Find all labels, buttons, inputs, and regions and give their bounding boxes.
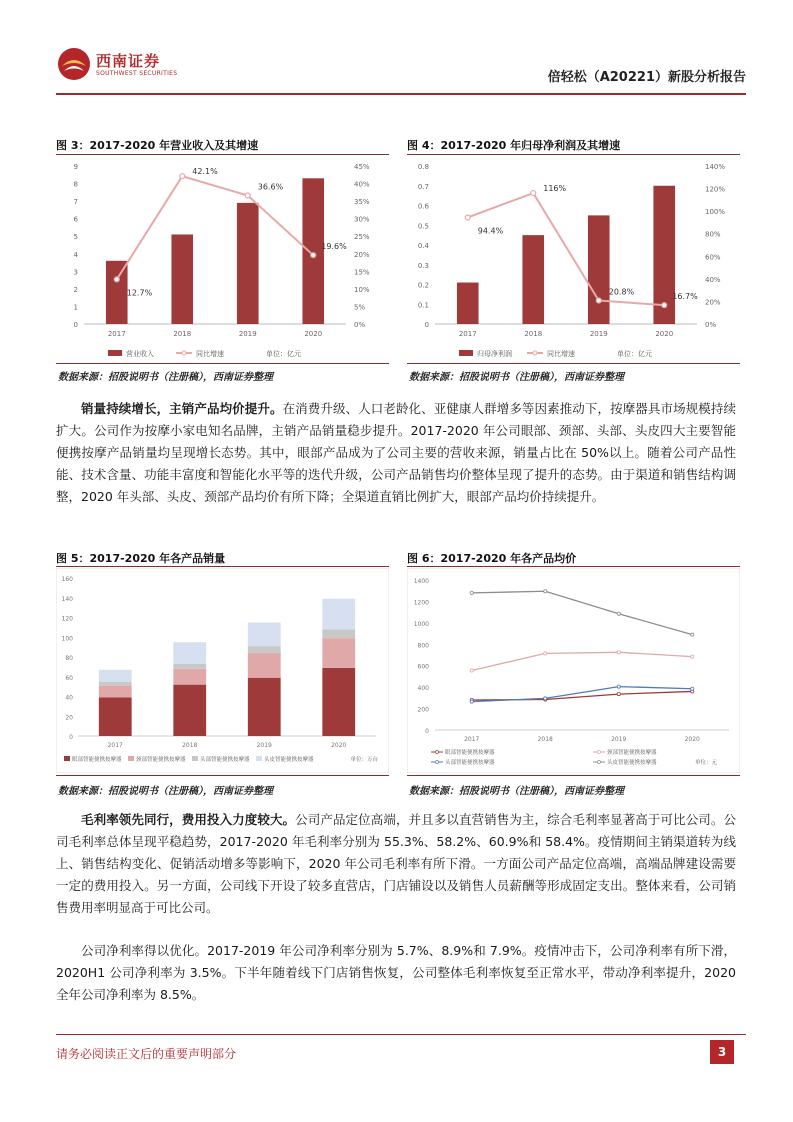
growth-rate-point: [114, 277, 119, 282]
bar-2019: [237, 203, 259, 324]
paragraph-margin: [56, 809, 736, 919]
figure-4-source: 数据来源：招股说明书（注册稿），西南证券整理: [409, 372, 624, 383]
growth-rate-data-label: 42.1%: [192, 167, 218, 177]
y-axis-tick-label: 140: [61, 595, 73, 603]
price-point: [544, 652, 547, 655]
unit-label: 单位：亿元: [617, 350, 652, 358]
x-axis-tick-label: 2019: [256, 742, 272, 749]
stacked-bar-segment-2017-3: [99, 670, 132, 682]
y-axis-tick-label: 0: [69, 734, 73, 741]
x-axis-tick-label: 2020: [655, 330, 674, 338]
figure-3-source: 数据来源：招股说明书（注册稿），西南证券整理: [58, 372, 273, 383]
page-header: [56, 40, 746, 92]
growth-rate-data-label: 16.7%: [672, 292, 698, 302]
legend-line-label: 同比增速: [547, 350, 575, 358]
legend-swatch: [128, 756, 134, 761]
y-axis-tick-label: 200: [417, 706, 429, 714]
logo-chinese-name: 西南证券: [96, 52, 161, 70]
stacked-bar-segment-2020-3: [322, 599, 355, 630]
stacked-bar-segment-2017-2: [99, 682, 132, 686]
right-axis-tick-label: 10%: [354, 285, 370, 294]
price-point: [470, 591, 473, 594]
y-axis-tick-label: 800: [417, 642, 429, 650]
growth-rate-point: [531, 191, 536, 196]
growth-rate-line: [117, 176, 314, 279]
x-axis-tick-label: 2017: [458, 330, 477, 338]
price-point: [544, 590, 547, 593]
y-axis-tick-label: 600: [417, 663, 429, 671]
price-point: [544, 697, 547, 700]
stacked-bar-segment-2018-1: [173, 669, 206, 685]
legend-label: 眼部智能便携按摩器: [72, 757, 122, 763]
right-axis-tick-label: 20%: [705, 298, 721, 307]
x-axis-tick-label: 2019: [238, 330, 257, 338]
legend-swatch: [192, 756, 198, 761]
x-axis-tick-label: 2020: [684, 736, 700, 743]
y-axis-tick-label: 20: [65, 714, 73, 722]
left-axis-tick-label: 5: [73, 233, 78, 242]
x-axis-tick-label: 2020: [304, 330, 323, 338]
right-axis-tick-label: 0%: [705, 321, 717, 329]
legend-bar-label: 营业收入: [126, 350, 154, 358]
growth-rate-point: [596, 298, 601, 303]
legend-swatch: [64, 756, 70, 761]
figure-5-rule: [56, 566, 389, 567]
growth-rate-point: [245, 193, 250, 198]
figure-4-rule: [407, 154, 740, 155]
stacked-bar-segment-2020-1: [322, 638, 355, 668]
stacked-bar-segment-2020-0: [322, 668, 355, 736]
legend-label: 头皮智能便携按摩器: [607, 760, 657, 766]
footer-notice: 请务必阅读正文后的重要声明部分: [56, 1047, 237, 1061]
right-axis-tick-label: 0%: [354, 321, 366, 329]
right-axis-tick-label: 140%: [705, 163, 726, 171]
price-point: [691, 687, 694, 690]
x-axis-tick-label: 2019: [589, 330, 608, 338]
legend-bar-swatch: [459, 350, 473, 356]
left-axis-tick-label: 0: [73, 321, 78, 329]
unit-label: 单位：元: [694, 760, 717, 766]
y-axis-tick-label: 1000: [413, 620, 429, 628]
right-axis-tick-label: 25%: [354, 233, 370, 242]
y-axis-tick-label: 60: [65, 674, 73, 682]
x-axis-tick-label: 2018: [524, 330, 543, 338]
figure-5-bottom-rule: [56, 775, 389, 776]
x-axis-tick-label: 2019: [611, 736, 627, 743]
stacked-bar-segment-2017-1: [99, 686, 132, 698]
left-axis-tick-label: 0.8: [417, 163, 429, 171]
unit-label: 单位：万台: [350, 757, 378, 763]
page-number: 3: [710, 1040, 734, 1064]
product-price-chart: [407, 568, 740, 773]
stacked-bar-segment-2018-2: [173, 664, 206, 669]
right-axis-tick-label: 20%: [354, 250, 370, 259]
right-axis-tick-label: 30%: [354, 215, 370, 224]
header-divider: [56, 93, 746, 95]
figure-5-source: 数据来源：招股说明书（注册稿），西南证券整理: [58, 786, 273, 797]
growth-rate-line: [468, 193, 665, 305]
left-axis-tick-label: 0.3: [417, 261, 429, 270]
price-point: [617, 651, 620, 654]
right-axis-tick-label: 120%: [705, 185, 726, 194]
right-axis-tick-label: 5%: [354, 303, 366, 312]
legend-line-marker: [533, 351, 537, 355]
stacked-bar-segment-2020-2: [322, 629, 355, 638]
right-axis-tick-label: 60%: [705, 253, 721, 262]
stacked-bar-segment-2019-0: [248, 678, 281, 736]
stacked-bar-segment-2018-0: [173, 685, 206, 736]
figure-6-source: 数据来源：招股说明书（注册稿），西南证券整理: [409, 786, 624, 797]
paragraph-sales-lead: 销量持续增长，主销产品均价提升。: [81, 401, 283, 416]
y-axis-tick-label: 80: [65, 655, 73, 662]
x-axis-tick-label: 2020: [331, 742, 347, 749]
right-axis-tick-label: 40%: [354, 180, 370, 189]
logo-emblem-icon: [56, 46, 92, 82]
left-axis-tick-label: 0.2: [417, 281, 429, 290]
left-axis-tick-label: 0.6: [417, 202, 429, 211]
left-axis-tick-label: 0: [424, 321, 429, 329]
legend-swatch: [256, 756, 262, 761]
left-axis-tick-label: 7: [73, 198, 78, 207]
y-axis-tick-label: 40: [65, 694, 73, 702]
y-axis-tick-label: 0: [425, 728, 429, 735]
growth-rate-point: [180, 174, 185, 179]
left-axis-tick-label: 0.5: [417, 222, 429, 231]
right-axis-tick-label: 35%: [354, 198, 370, 207]
paragraph-net-margin: [56, 940, 736, 1006]
price-point: [691, 633, 694, 636]
logo-english-name: SOUTHWEST SECURITIES: [96, 70, 178, 77]
legend-bar-swatch: [108, 350, 122, 356]
growth-rate-point: [662, 303, 667, 308]
y-axis-tick-label: 100: [61, 635, 73, 643]
stacked-bar-segment-2019-1: [248, 653, 281, 678]
y-axis-tick-label: 1200: [413, 599, 429, 607]
price-point: [617, 612, 620, 615]
footer-divider: [56, 1034, 746, 1035]
left-axis-tick-label: 1: [73, 303, 78, 312]
price-point: [691, 655, 694, 658]
growth-rate-point: [311, 253, 316, 258]
bar-2017: [106, 261, 128, 324]
price-point: [470, 669, 473, 672]
left-axis-tick-label: 3: [73, 268, 78, 277]
growth-rate-data-label: 20.8%: [608, 287, 635, 297]
unit-label: 单位：亿元: [266, 350, 301, 358]
price-point: [470, 700, 473, 703]
figure-3-title: 图 3：2017-2020 年营业收入及其增速: [56, 139, 259, 152]
figure-5-title: 图 5：2017-2020 年各产品销量: [56, 552, 226, 565]
paragraph-margin-lead: 毛利率领先同行，费用投入力度较大。: [81, 812, 296, 827]
left-axis-tick-label: 4: [73, 250, 78, 259]
growth-rate-data-label: 12.7%: [126, 288, 153, 298]
right-axis-tick-label: 80%: [705, 230, 721, 239]
figure-4-bottom-rule: [407, 363, 740, 364]
figure-6-bottom-rule: [407, 775, 740, 776]
left-axis-tick-label: 2: [73, 285, 78, 294]
legend-line-marker: [436, 751, 439, 754]
bar-2017: [457, 283, 479, 324]
legend-label: 头皮智能便携按摩器: [264, 757, 314, 763]
x-axis-tick-label: 2018: [537, 736, 553, 743]
growth-rate-point: [465, 215, 470, 220]
figure-3-rule: [56, 154, 389, 155]
revenue-chart: [56, 156, 389, 362]
paragraph-sales-body: 在消费升级、人口老龄化、亚健康人群增多等因素推动下，按摩器具市场规模持续扩大。公司作为按摩小家电知名品牌，主销产品销量稳步提升。2017-2020 年公司眼部、颈部、头部、头皮四大主要智能便携按摩产品销量均呈现增长态势。其中，眼部产品成为了公司主要的营收来源，销量占比在 50%以上。随着公司产品性能、技术含量、功能丰富度和智能化水平等的迭代升级，公司产品销售均价整体呈现了提升的态势。由于渠道和销售结构调整，2020 年头部、头皮、颈部产品均价有所下降；全渠道直销比例扩大，眼部产品均价持续提升。: [56, 401, 736, 504]
y-axis-tick-label: 120: [61, 615, 73, 623]
left-axis-tick-label: 0.1: [417, 301, 429, 310]
x-axis-tick-label: 2017: [107, 742, 123, 749]
growth-rate-data-label: 36.6%: [257, 182, 284, 192]
legend-line-marker: [182, 351, 186, 355]
paragraph-net-margin-body: 公司净利率得以优化。2017-2019 年公司净利率分别为 5.7%、8.9%和 7.9%。疫情冲击下，公司净利率有所下滑，2020H1 公司净利率为 3.5%。下半年随着线下门店销售恢复，公司整体毛利率恢复至正常水平，带动净利率提升，2020 全年公司净利率为 8.5%。: [56, 943, 736, 1002]
legend-line-marker: [598, 761, 601, 764]
bar-2019: [588, 215, 610, 324]
net-profit-chart: [407, 156, 740, 362]
legend-bar-label: 归母净利润: [477, 350, 512, 358]
growth-rate-data-label: 19.6%: [321, 242, 347, 252]
legend-label: 头部智能便携按摩器: [445, 760, 495, 766]
legend-label: 眼部智能便携按摩器: [445, 750, 495, 756]
legend-label: 头部智能便携按摩器: [200, 757, 250, 763]
left-axis-tick-label: 8: [73, 180, 78, 189]
figure-6-title: 图 6：2017-2020 年各产品均价: [407, 552, 577, 565]
y-axis-tick-label: 400: [417, 685, 429, 693]
legend-line-marker: [436, 761, 439, 764]
x-axis-tick-label: 2018: [182, 742, 198, 749]
legend-line-label: 同比增速: [196, 350, 224, 358]
right-axis-tick-label: 100%: [705, 208, 726, 217]
figure-4-title: 图 4：2017-2020 年归母净利润及其增速: [407, 139, 621, 152]
right-axis-tick-label: 15%: [354, 268, 370, 277]
legend-label: 颈部智能便携按摩器: [607, 750, 657, 756]
y-axis-tick-label: 1400: [413, 578, 429, 585]
figure-6-rule: [407, 566, 740, 567]
left-axis-tick-label: 9: [73, 163, 78, 171]
price-point: [617, 693, 620, 696]
right-axis-tick-label: 45%: [354, 163, 370, 171]
growth-rate-data-label: 94.4%: [477, 226, 504, 236]
x-axis-tick-label: 2017: [464, 736, 480, 743]
y-axis-tick-label: 160: [61, 576, 73, 583]
paragraph-margin-body: 公司产品定位高端，并且多以直营销售为主，综合毛利率显著高于可比公司。公司毛利率总体呈现平稳趋势，2017-2020 年毛利率分别为 55.3%、58.2%、60.9%和 58.4%。疫情期间主销渠道转为线上、销售结构变化、促销活动增多等影响下，2020 年公司毛利率有所下滑。一方面公司产品定位高端，高端品牌建设需要一定的费用投入。另一方面，公司线下开设了较多直营店，门店铺设以及销售人员薪酬等形成固定支出。整体来看，公司销售费用率明显高于可比公司。: [56, 812, 736, 915]
report-title: 倍轻松（A20221）新股分析报告: [547, 70, 746, 85]
bar-2018: [171, 234, 193, 324]
right-axis-tick-label: 40%: [705, 275, 721, 284]
stacked-bar-segment-2017-0: [99, 697, 132, 736]
left-axis-tick-label: 0.4: [417, 242, 429, 250]
legend-line-marker: [598, 751, 601, 754]
stacked-bar-segment-2019-2: [248, 646, 281, 653]
x-axis-tick-label: 2018: [173, 330, 192, 338]
growth-rate-data-label: 116%: [543, 184, 567, 194]
figure-3-bottom-rule: [56, 363, 389, 364]
company-logo: [56, 44, 226, 84]
legend-label: 颈部智能便携按摩器: [136, 757, 186, 763]
price-point: [617, 685, 620, 688]
stacked-bar-segment-2018-3: [173, 642, 206, 664]
left-axis-tick-label: 0.7: [417, 182, 429, 191]
product-volume-chart: [56, 568, 389, 773]
bar-2018: [522, 235, 544, 324]
left-axis-tick-label: 6: [73, 215, 78, 224]
paragraph-sales: [56, 398, 736, 508]
stacked-bar-segment-2019-3: [248, 622, 281, 646]
x-axis-tick-label: 2017: [107, 330, 126, 338]
